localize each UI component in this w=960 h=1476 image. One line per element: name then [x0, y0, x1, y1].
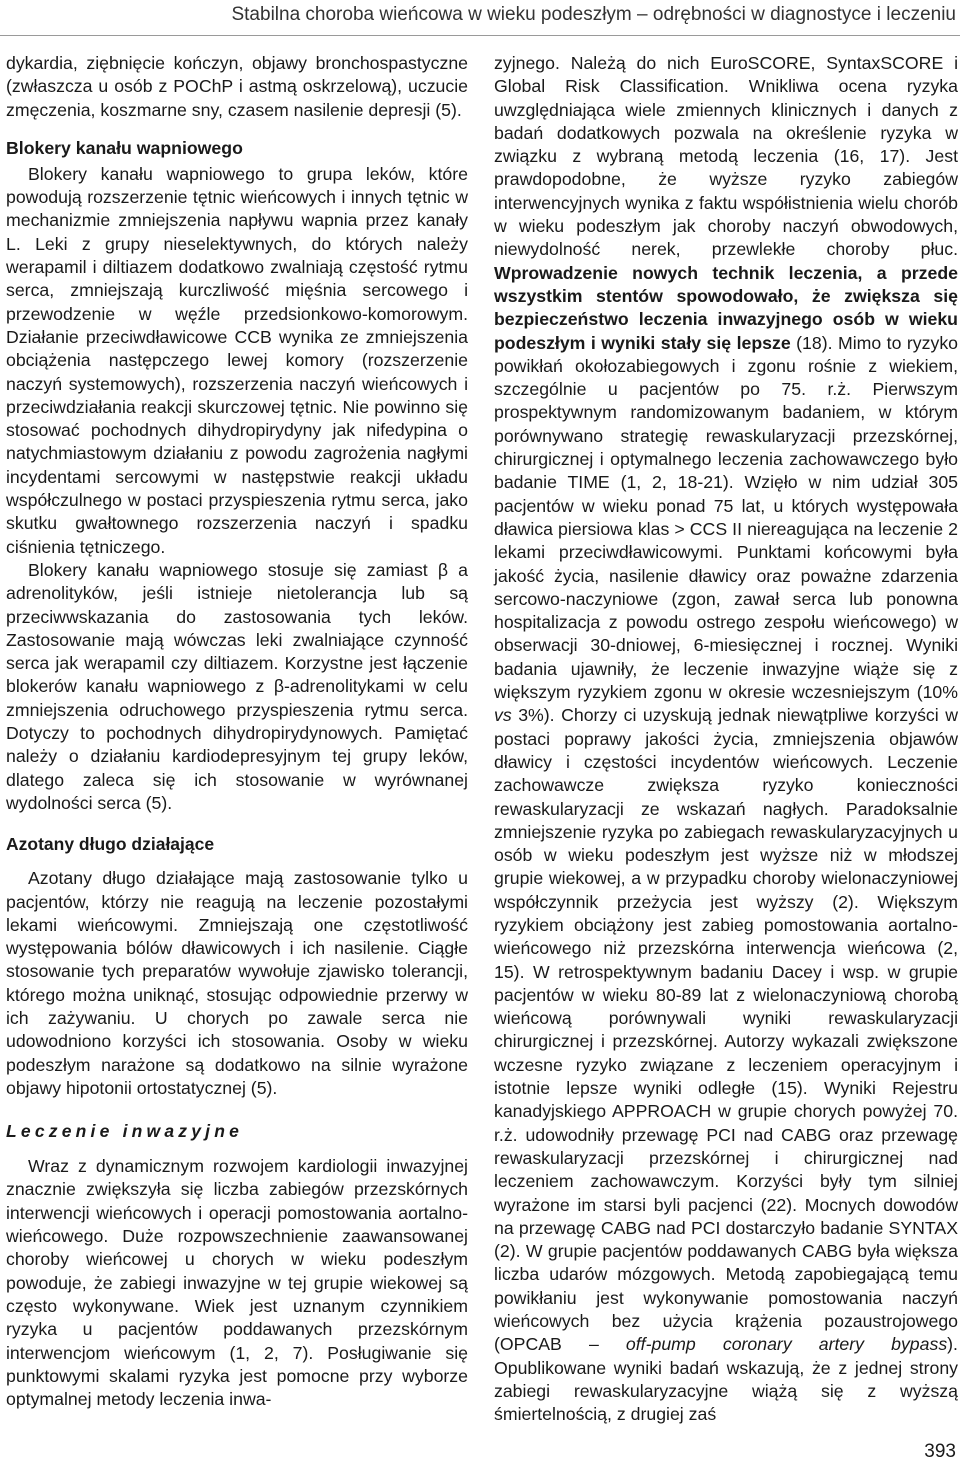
nitrates-paragraph: Azotany długo działające mają zastosowanie tylko u pacjentów, którzy nie reagują na leczenie pozostałymi lekami wieńcowymi. Zmniejszają one częstotliwość występowania bólów dławicowych i ich nasilenie. Ciągłe stosowanie tych preparatów wywołuje zjawisko tolerancji, którego można uniknąć, stosując odpowiednie przerwy w ich zażywaniu. U chorych po zawale serca nie udowodniono korzyści ich stosowania. Osoby w wieku podeszłym narażone są dodatkowo na silnie wyrażone objawy hipotonii ortostatycznej (5).: [6, 868, 468, 1098]
right-text-part-2: (18). Mimo to ryzyko powikłań okołozabiegowych i zgonu rośnie z wiekiem, szczególnie u pacjentów po 75. r.ż. Pierwszym prospektywnym randomizowanym badaniem, w którym porównywano strategię rewaskularyzacji przezskórnej, chirurgicznej i optymalnego leczenia zachowawczego było badanie TIME (1, 2, 18-21). Wzięło w nim udział 305 pacjentów w wieku ponad 75 lat, u których występowała dławica piersiowa klas > CCS II niereagująca na leczenie 2 lekami przeciwdławicowymi. Punktami końcowymi była jakość życia, nasilenie dławicy oraz poważne zdarzenia sercowo-naczyniowe (zgon, zawał serca lub ponowna hospitalizacja z powodu ostrego zespołu wieńcowego) w obserwacji 30-dniowej, 6-miesięcznej i rocznej. Wyniki badania ujawniły, że leczenie inwazyjne wiąże się z większym ryzykiem zgonu w okresie wczesniejszym (10%: [494, 332, 959, 703]
nitrates-heading: Azotany długo działające: [6, 834, 215, 855]
running-header: [0, 0, 960, 36]
right-column: [494, 52, 958, 1427]
right-paragraph: [494, 52, 958, 1427]
right-opcab-italic: off-pump coronary artery bypass: [625, 1334, 948, 1355]
invasive-paragraph: Wraz z dynamicznym rozwojem kardiologii inwazyjnej znacznie zwiększyła się liczba zabiegów przezskórnych interwencji wieńcowych i operacji pomostowania aortalno-wieńcowego. Duże rozpowszechnienie zaawansowanej choroby wieńcowej u chorych w wieku podeszłym powoduje, że zabiegi inwazyjne w tej grupie wiekowej są często wykonywane. Wiek jest uznanym czynnikiem ryzyka u pacjentów poddawanych przezskórnym interwencjom wieńcowym (1, 2, 7). Posługiwanie się punktowymi skalami ryzyka jest pomocne przy wyborze optymalnej metody leczenia inwa-: [6, 1156, 468, 1410]
ccb-paragraph-1: Blokery kanału wapniowego to grupa leków, które powodują rozszerzenie tętnic wieńcowych i innych tętnic w mechanizmie zmniejszenia napływu wapnia przez kanały L. Leki z grupy nieselektywnych, do których należy werapamil i diltiazem dodatkowo zwalniają częstość rytmu serca, zmniejszają kurczliwość mięśnia sercowego i przewodzenie w węźle przedsionkowo-komorowym. Działanie przeciwdławicowe CCB wynika ze zmniejszenia obciążenia następczego lewej komory (rozszerzenie naczyń systemowych), rozszerzenia naczyń wieńcowych i przeciwdziałania reakcji skurczowej tętnic. Nie powinno się stosować pochodnych dihydropirydyny jak nifedypina o natychmiastowym działaniu z powodu zagrożenia nagłymi incydentami sercowymi w następstwie reakcji układu współczulnego w postaci przyspieszenia rytmu serca, jako skutku gwałtownego rozszerzenia naczyń i spadku ciśnienia tętniczego.: [6, 163, 468, 557]
ccb-paragraph-2: Blokery kanału wapniowego stosuje się zamiast β a adrenolityków, jeśli istnieje nietolerancja lub są przeciwwskazania do zastosowania tych leków. Zastosowanie mają wówczas leki zwalniające czynność serca jak werapamil czy diltiazem. Korzystne jest łączenie blokerów kanału wapniowego z β-adrenolitykami w celu zmniejszenia odruchowego przyspieszenia rytmu serca. Dotyczy to pochodnych dihydropirydynowych. Pamiętać należy o działaniu kardiodepresyjnym tej grupy leków, dlatego zaleca się ich stosowanie w wyrównanej wydolności serca (5).: [6, 559, 468, 813]
intro-paragraph: dykardia, ziębnięcie kończyn, objawy bronchospastyczne (zwłaszcza u osób z POChP i astmą oskrzelową), uczucie zmęczenia, koszmarne sny, czasem nasilenie depresji (5).: [6, 53, 468, 120]
page-number: 393: [924, 1441, 956, 1462]
right-text-part-4: ). Opublikowane wyniki badań wskazują, że z jednej strony zabiegi rewaskularyzacyjne wiążą się z wyższą śmiertelnością, z drugiej zaś: [494, 1334, 958, 1425]
left-column: [6, 52, 468, 1411]
right-text-part-1: zyjnego. Należą do nich EuroSCORE, SyntaxSCORE i Global Risk Classification. Wnikliwa ocena ryzyka uwzględniająca wiele zmiennych klinicznych i danych z badań dodatkowych pozwala na określenie ryzyka w związku z wybraną metodą leczenia (16, 17). Jest prawdopodobne, że wyższe ryzyko zabiegów interwencyjnych wynika z faktu współistnienia wielu chorób w wieku podeszłym jak choroby naczyń obwodowych, niewydolność nerek, przewlekłe choroby płuc.: [494, 53, 958, 260]
right-vs-italic: vs: [494, 705, 512, 726]
invasive-treatment-heading: Leczenie inwazyjne: [6, 1121, 244, 1142]
ccb-heading: Blokery kanału wapniowego: [6, 137, 243, 158]
running-header-title: Stabilna choroba wieńcowa w wieku podeszłym – odrębności w diagnostyce i leczeniu: [231, 4, 956, 25]
right-bold-statement: Wprowadzenie nowych technik leczenia, a przede wszystkim stentów spowodowało, że zwiększa się bezpieczeństwo leczenia inwazyjnego osób w wieku podeszłym i wyniki stały się lepsze: [494, 262, 958, 353]
right-text-part-3: 3%). Chorzy ci uzyskują jednak niewątpliwe korzyści w postaci poprawy jakości życia, zmniejszenia objawów dławicy i częstości incydentów wieńcowych. Leczenie zachowawcze zwiększa ryzyko konieczności rewaskularyzacji ze wskazań nagłych. Paradoksalnie zmniejszenie ryzyka po zabiegach rewaskularyzacyjnych u osób w wieku podeszłym jest wyższe niż w młodszej grupie wiekowej, a w przypadku choroby wielonaczyniowej współczynnik przeżycia jest wyższy (2). Większym ryzykiem obciążony jest zabieg pomostowania aortalno-wieńcowego niż przezskórna interwencja wieńcowa (2, 15). W retrospektywnym badaniu Dacey i wsp. w grupie pacjentów w wieku 80-89 lat z wielonaczyniową chorobą wieńcową porównywali wyniki rewaskularyzacji chirurgicznej i przezskórnej. Autorzy wykazali zwiększone wczesne ryzyko związane z leczeniem operacyjnym i istotnie lepsze wyniki odległe (15). Wyniki Rejestru kanadyjskiego APPROACH w grupie chorych powyżej 70. r.ż. udowodniły przewagę PCI nad CABG oraz przewagę rewaskularyzacji przezskórnej i chirurgicznej nad leczeniem zachowawczym. Korzyści były tym silniej wyrażone im starsi byli pacjenci (22). Mocnych dowodów na przewagę CABG nad PCI dostarczyło badanie SYNTAX (2). W grupie pacjentów poddawanych CABG była większa liczba udarów mózgowych. Metodą zapobiegającą temu powikłaniu jest wykonywanie pomostowania naczyń wieńcowych bez użycia krążenia pozaustrojowego (OPCAB –: [494, 705, 958, 1355]
